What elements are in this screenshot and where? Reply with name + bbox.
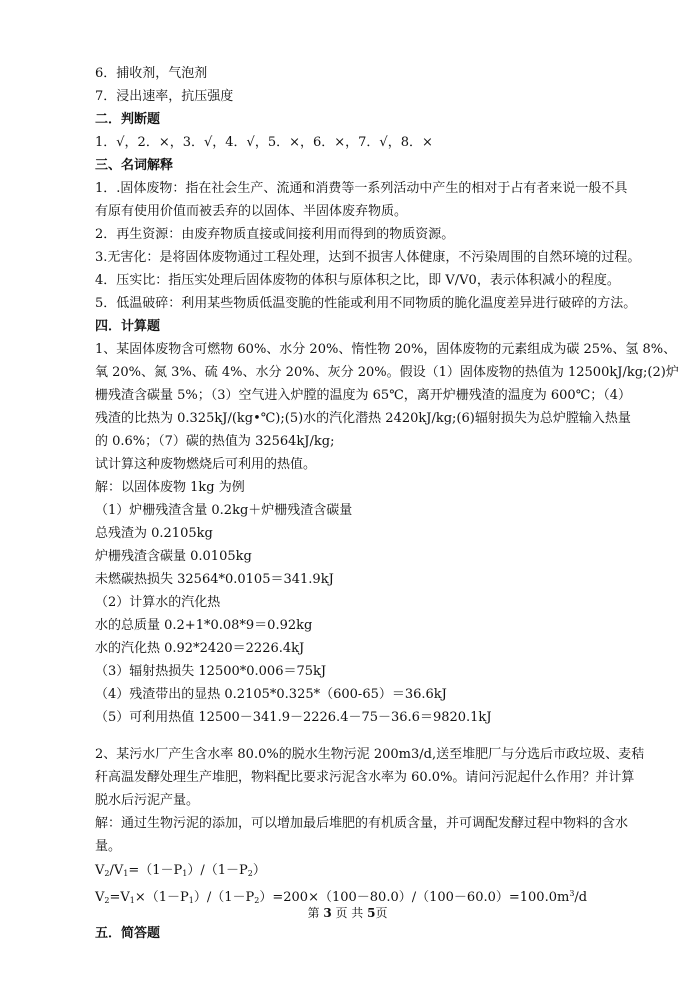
formula-result: $V_2=V_1\times(1-P_1)/(1-P_2)=200\times(100-80.0)/(100-60.0)=100.0m^3/d$ [95, 889, 588, 905]
text-line: 1、某固体废物含可燃物 60%、水分 20%、惰性物 20%，固体废物的元素组成为碳 25%、氢 8%、 [95, 342, 677, 357]
text-line: 2、某污水厂产生含水率 80.0%的脱水生物污泥 200m3/d,送至堆肥厂与分选后市政垃圾、麦秸 [95, 747, 645, 762]
text-line: 量。 [95, 839, 122, 854]
text-line: 炉栅残渣含碳量 0.0105kg [95, 549, 252, 564]
text-line: 栅残渣含碳量 5%；（3）空气进入炉膛的温度为 65℃，离开炉栅残渣的温度为 600℃；（4） [95, 388, 632, 403]
text-line: 氧 20%、氮 3%、硫 4%、水分 20%、灰分 20%。假设（1）固体废物的热值为 12500kJ/kg;(2)炉 [95, 365, 679, 380]
text-line: （2）计算水的汽化热 [95, 595, 221, 610]
text-line: 脱水后污泥产量。 [95, 793, 200, 808]
text-line: 3.无害化：是将固体废物通过工程处理，达到不损害人体健康，不污染周围的自然环境的过程。 [95, 250, 641, 265]
text-line: 水的总质量 0.2+1*0.08*9＝0.92kg [95, 618, 313, 633]
text-line: 总残渣为 0.2105kg [95, 526, 213, 541]
section-heading: 三、名词解释 [95, 158, 174, 173]
text-line: 5．低温破碎：利用某些物质低温变脆的性能或利用不同物质的脆化温度差异进行破碎的方法。 [95, 296, 637, 311]
text-line: 7．浸出速率，抗压强度 [95, 89, 234, 104]
section-heading: 二．判断题 [95, 112, 161, 127]
section-heading: 四．计算题 [95, 319, 161, 334]
text-line: 4．压实比：指压实处理后固体废物的体积与原体积之比，即 V/V0，表示体积减小的程度。 [95, 273, 620, 288]
text-line: 有原有使用价值而被丢弃的以固体、半固体废弃物质。 [95, 204, 408, 219]
text-line: 解：以固体废物 1kg 为例 [95, 480, 245, 495]
text-line: 秆高温发酵处理生产堆肥，物料配比要求污泥含水率为 60.0%。请问污泥起什么作用？并计算 [95, 770, 635, 785]
text-line: 未燃碳热损失 32564*0.0105＝341.9kJ [95, 572, 334, 587]
text-line: 的 0.6%；（7）碳的热值为 32564kJ/kg; [95, 434, 335, 449]
text-line: 1．.固体废物：指在社会生产、流通和消费等一系列活动中产生的相对于占有者来说一般不具 [95, 181, 628, 196]
text-line: 6．捕收剂，气泡剂 [95, 66, 208, 81]
text-line: 水的汽化热 0.92*2420＝2226.4kJ [95, 641, 305, 656]
page-footer: 第 3 页 共 5页 [307, 906, 388, 920]
formula-ratio: $V_2/V_1=(1-P_1)/(1-P_2)$ [95, 863, 266, 878]
text-line: 2．再生资源：由废弃物质直接或间接利用而得到的物质资源。 [95, 227, 455, 242]
text-line: 1．√，2．×，3．√，4．√，5．×，6．×，7．√，8．× [95, 135, 433, 150]
text-line: （3）辐射热损失 12500*0.006＝75kJ [95, 664, 327, 679]
text-line: （1）炉栅残渣含量 0.2kg＋炉栅残渣含碳量 [95, 503, 353, 518]
text-line: 试计算这种废物燃烧后可利用的热值。 [95, 457, 317, 472]
text-line: （4）残渣带出的显热 0.2105*0.325*（600-65）＝36.6kJ [95, 687, 447, 702]
section-heading-short-answer: 五．简答题 [95, 926, 161, 941]
text-line: 解：通过生物污泥的添加，可以增加最后堆肥的有机质含量，并可调配发酵过程中物料的含水 [95, 816, 629, 831]
text-line: （5）可利用热值 12500－341.9－2226.4－75－36.6＝9820.1kJ [95, 710, 492, 725]
text-line: 残渣的比热为 0.325kJ/(kg•℃);(5)水的汽化潜热 2420kJ/kg;(6)辐射损失为总炉膛输入热量 [95, 411, 631, 426]
